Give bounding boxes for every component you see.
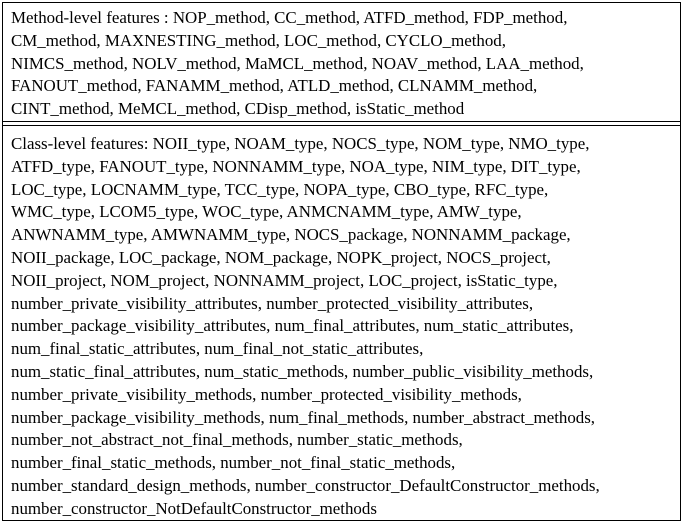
class-level-features-line: num_final_static_attributes, num_final_not_static_attributes, (11, 339, 424, 359)
class-level-features-line: NOII_type, NOAM_type, NOCS_type, NOM_type, NMO_type, (152, 134, 590, 153)
class-level-features-line: number_private_visibility_methods, number_protected_visibility_methods, (11, 384, 522, 404)
class-level-features-line: LOC_type, LOCNAMM_type, TCC_type, NOPA_type, CBO_type, RFC_type, (11, 179, 549, 199)
table-divider (3, 121, 680, 122)
method-level-cell (3, 3, 680, 121)
class-level-heading: Class-level features (11, 134, 144, 153)
class-level-separator: : (143, 134, 153, 153)
class-level-features-line: number_package_visibility_attributes, num_final_attributes, num_static_attributes, (11, 316, 574, 336)
method-level-features-line: CM_method, MAXNESTING_method, LOC_method, CYCLO_method, (11, 30, 506, 50)
class-level-features-line: number_package_visibility_methods, num_final_methods, number_abstract_methods, (11, 407, 596, 427)
class-level-features-line: WMC_type, LCOM5_type, WOC_type, ANMCNAMM_type, AMW_type, (11, 202, 522, 222)
class-level-features-line: number_not_abstract_not_final_methods, number_static_methods, (11, 430, 463, 450)
method-level-features-line: CINT_method, MeMCL_method, CDisp_method, isStatic_method (11, 99, 465, 119)
method-level-separator: : (159, 8, 173, 27)
method-level-features-line: FANOUT_method, FANAMM_method, ATLD_method, CLNAMM_method, (11, 76, 538, 96)
class-level-features-line: NOII_package, LOC_package, NOM_package, NOPK_project, NOCS_project, (11, 247, 551, 267)
method-level-first-line (11, 7, 672, 30)
class-level-features-line: number_final_static_methods, number_not_final_static_methods, (11, 453, 456, 473)
feature-table (2, 2, 681, 521)
method-level-heading: Method-level features (11, 8, 160, 27)
class-level-features-line: ATFD_type, FANOUT_type, NONNAMM_type, NOA_type, NIM_type, DIT_type, (11, 156, 581, 176)
class-level-features-line: ANWNAMM_type, AMWNAMM_type, NOCS_package, NONNAMM_package, (11, 225, 571, 245)
method-level-features-line: NIMCS_method, NOLV_method, MaMCL_method, NOAV_method, LAA_method, (11, 53, 584, 73)
class-level-first-line (11, 133, 672, 156)
class-level-features-line: number_standard_design_methods, number_constructor_DefaultConstructor_methods, (11, 475, 600, 495)
class-level-features-line: number_private_visibility_attributes, number_protected_visibility_attributes, (11, 293, 534, 313)
method-level-features-line: NOP_method, CC_method, ATFD_method, FDP_method, (172, 8, 568, 27)
class-level-features-line: num_static_final_attributes, num_static_methods, number_public_visibility_methods, (11, 361, 594, 381)
class-level-cell (3, 126, 680, 520)
class-level-features-line: number_constructor_NotDefaultConstructor_methods (11, 498, 377, 518)
class-level-features-line: NOII_project, NOM_project, NONNAMM_project, LOC_project, isStatic_type, (11, 270, 558, 290)
